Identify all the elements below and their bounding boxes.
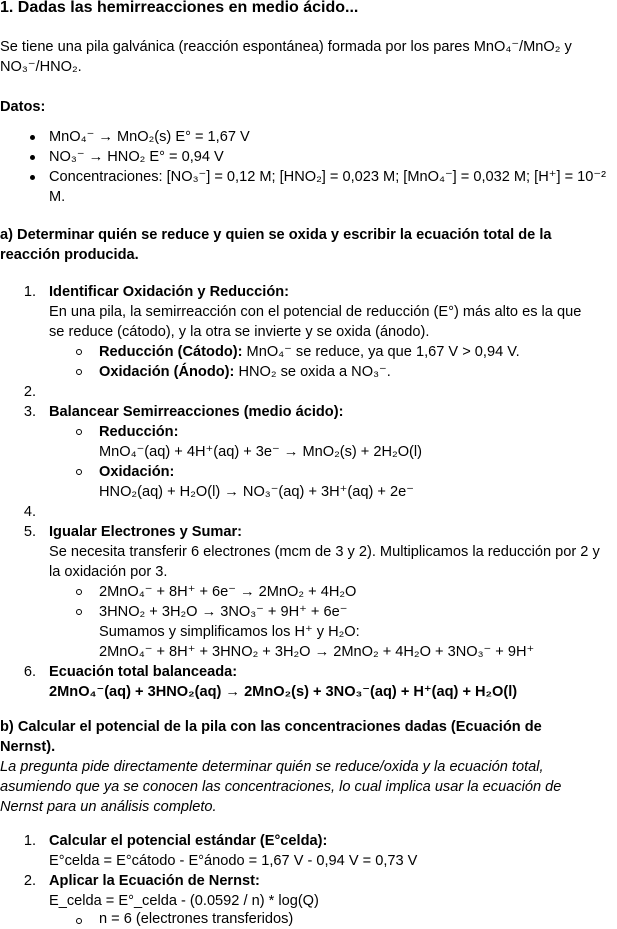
step-number: 3.: [23, 404, 36, 420]
step-number: 2.: [23, 384, 36, 400]
bullet-icon: [30, 155, 35, 160]
note-line-2: asumiendo que ya se conocen las concentraciones, lo cual implica usar la ecuación de: [0, 779, 562, 795]
step-number: 2.: [23, 873, 36, 889]
step-5-equation-1: 2MnO₄⁻ + 8H⁺ + 6e⁻ → 2MnO₂ + 4H₂O: [99, 584, 357, 600]
reduction-text: MnO₄⁻ se reduce, ya que 1,67 V > 0,94 V.: [242, 344, 520, 360]
step-number: 1.: [23, 284, 36, 300]
oxidation-label: Oxidación (Ánodo):: [99, 364, 235, 380]
step-5-title: Igualar Electrones y Sumar:: [49, 524, 243, 540]
oxidation-text: HNO₂ se oxida a NO₃⁻.: [234, 364, 391, 380]
page-title: 1. Dadas las hemirreacciones en medio ácido...: [0, 0, 359, 16]
sub-bullet-icon: [76, 429, 82, 435]
step-5-text-1: Se necesita transferir 6 electrones (mcm de 3 y 2). Multiplicamos la reducción por 2 y: [49, 544, 600, 560]
datos-heading: Datos:: [0, 99, 46, 115]
step-1-oxidation: [99, 362, 391, 382]
question-a-line-1: a) Determinar quién se reduce y quien se oxida y escribir la ecuación total de la: [0, 227, 552, 243]
step-1-reduction: [99, 342, 520, 362]
b-step-2-text: E_celda = E°_celda - (0.0592 / n) * log(Q): [49, 893, 319, 909]
note-line-1: La pregunta pide directamente determinar quién se reduce/oxida y la ecuación total,: [0, 759, 544, 775]
datos-item-2: NO₃⁻ → HNO₂ E° = 0,94 V: [49, 149, 224, 165]
datos-item-1: MnO₄⁻ → MnO₂(s) E° = 1,67 V: [49, 129, 250, 145]
step-number: 1.: [23, 833, 36, 849]
b-step-2-title: Aplicar la Ecuación de Nernst:: [49, 873, 260, 889]
b-step-1-text: E°celda = E°cátodo - E°ánodo = 1,67 V - 0,94 V = 0,73 V: [49, 853, 418, 869]
step-5-equation-2: 3HNO₂ + 3H₂O → 3NO₃⁻ + 9H⁺ + 6e⁻: [99, 604, 348, 620]
b-step-2-sub: n = 6 (electrones transferidos): [99, 911, 294, 927]
step-number: 6.: [23, 664, 36, 680]
step-3-reduction-label: Reducción:: [99, 424, 179, 440]
sub-bullet-icon: [76, 469, 82, 475]
step-3-oxidation-label: Oxidación:: [99, 464, 175, 480]
datos-item-3: Concentraciones: [NO₃⁻] = 0,12 M; [HNO₂] = 0,023 M; [MnO₄⁻] = 0,032 M; [H⁺] = 10⁻²: [49, 169, 606, 185]
step-3-title: Balancear Semirreacciones (medio ácido):: [49, 404, 344, 420]
reduction-label: Reducción (Cátodo):: [99, 344, 243, 360]
step-1-title: Identificar Oxidación y Reducción:: [49, 284, 290, 300]
sub-bullet-icon: [76, 609, 82, 615]
bullet-icon: [30, 175, 35, 180]
question-a-line-2: reacción producida.: [0, 247, 139, 263]
intro-line-2: NO₃⁻/HNO₂.: [0, 59, 82, 75]
question-b-line-1: b) Calcular el potencial de la pila con las concentraciones dadas (Ecuación de: [0, 719, 542, 735]
step-5-sum-equation: 2MnO₄⁻ + 8H⁺ + 3HNO₂ + 3H₂O → 2MnO₂ + 4H₂O + 3NO₃⁻ + 9H⁺: [99, 644, 535, 660]
step-1-text-2: se reduce (cátodo), y la otra se invierte y se oxida (ánodo).: [49, 324, 430, 340]
b-step-1-title: Calcular el potencial estándar (E°celda):: [49, 833, 328, 849]
step-6-title: Ecuación total balanceada:: [49, 664, 238, 680]
note-line-3: Nernst para un análisis completo.: [0, 799, 217, 815]
sub-bullet-icon: [76, 349, 82, 355]
step-1-text-1: En una pila, la semirreacción con el potencial de reducción (E°) más alto es la que: [49, 304, 582, 320]
bullet-icon: [30, 135, 35, 140]
sub-bullet-icon: [76, 918, 82, 924]
step-5-sum-text: Sumamos y simplificamos los H⁺ y H₂O:: [99, 624, 360, 640]
sub-bullet-icon: [76, 369, 82, 375]
datos-item-3-cont: M.: [49, 189, 66, 205]
intro-line-1: Se tiene una pila galvánica (reacción espontánea) formada por los pares MnO₄⁻/MnO₂ y: [0, 39, 572, 55]
step-6-equation: 2MnO₄⁻(aq) + 3HNO₂(aq) → 2MnO₂(s) + 3NO₃⁻(aq) + H⁺(aq) + H₂O(l): [49, 684, 518, 700]
question-b-line-2: Nernst).: [0, 739, 56, 755]
step-3-oxidation-equation: HNO₂(aq) + H₂O(l) → NO₃⁻(aq) + 3H⁺(aq) + 2e⁻: [99, 484, 414, 500]
sub-bullet-icon: [76, 589, 82, 595]
step-3-reduction-equation: MnO₄⁻(aq) + 4H⁺(aq) + 3e⁻ → MnO₂(s) + 2H₂O(l): [99, 444, 423, 460]
step-number: 4.: [23, 504, 36, 520]
step-number: 5.: [23, 524, 36, 540]
step-5-text-2: la oxidación por 3.: [49, 564, 168, 580]
